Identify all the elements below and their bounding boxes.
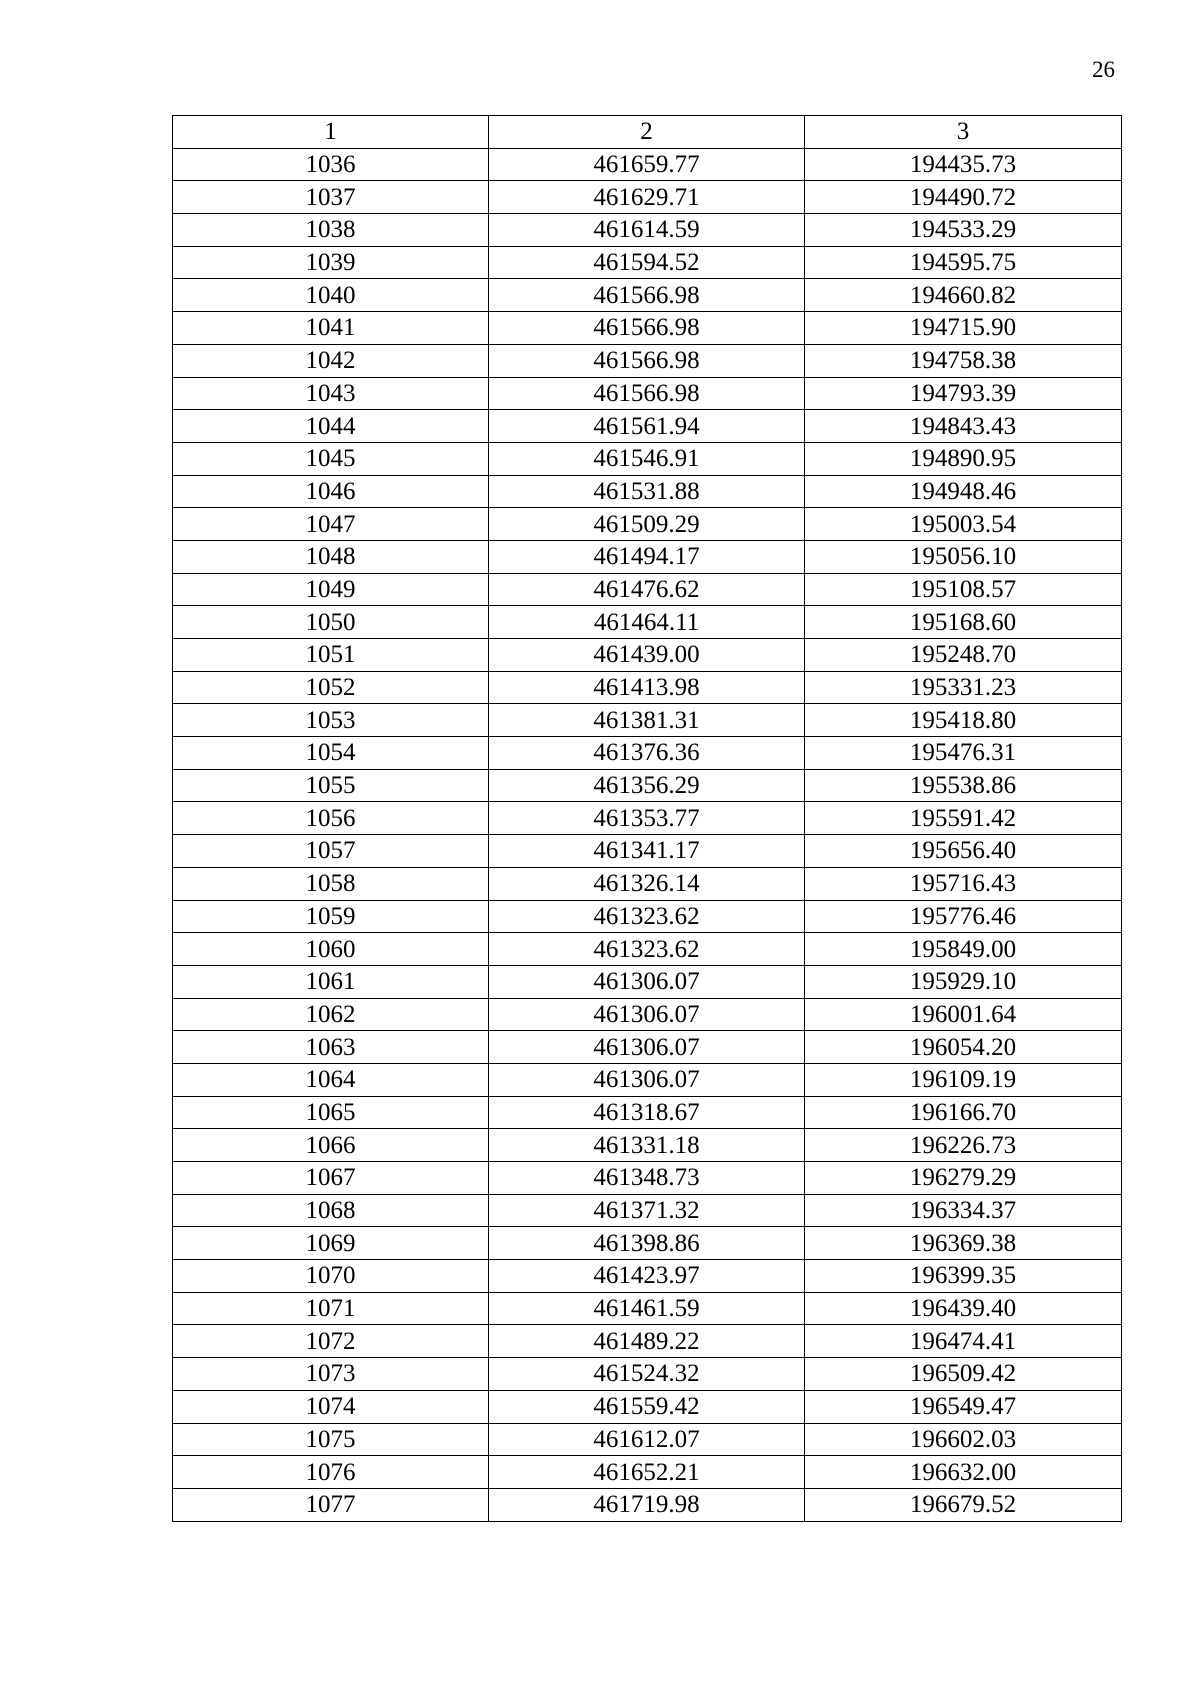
y-coordinate-cell: 194715.90 <box>805 312 1122 345</box>
table-row <box>173 1129 1122 1162</box>
table-row <box>173 475 1122 508</box>
y-coordinate-cell: 195849.00 <box>805 933 1122 966</box>
table-row <box>173 835 1122 868</box>
y-coordinate-cell: 194595.75 <box>805 246 1122 279</box>
y-coordinate-cell: 196399.35 <box>805 1260 1122 1293</box>
y-coordinate-cell: 196166.70 <box>805 1096 1122 1129</box>
y-coordinate-cell: 196226.73 <box>805 1129 1122 1162</box>
y-coordinate-cell: 196279.29 <box>805 1162 1122 1195</box>
x-coordinate-cell: 461306.07 <box>489 1031 805 1064</box>
point-number-cell: 1049 <box>173 573 489 606</box>
point-number-cell: 1058 <box>173 867 489 900</box>
point-number-cell: 1065 <box>173 1096 489 1129</box>
table-row <box>173 965 1122 998</box>
table-row <box>173 540 1122 573</box>
y-coordinate-cell: 196054.20 <box>805 1031 1122 1064</box>
point-number-cell: 1036 <box>173 148 489 181</box>
y-coordinate-cell: 195056.10 <box>805 540 1122 573</box>
y-coordinate-cell: 196549.47 <box>805 1390 1122 1423</box>
table-row <box>173 1456 1122 1489</box>
point-number-cell: 1052 <box>173 671 489 704</box>
x-coordinate-cell: 461371.32 <box>489 1194 805 1227</box>
x-coordinate-cell: 461341.17 <box>489 835 805 868</box>
table-row <box>173 1423 1122 1456</box>
point-number-cell: 1043 <box>173 377 489 410</box>
point-number-cell: 1047 <box>173 508 489 541</box>
x-coordinate-cell: 461531.88 <box>489 475 805 508</box>
point-number-cell: 1038 <box>173 214 489 247</box>
column-header-2: 2 <box>489 116 805 149</box>
point-number-cell: 1060 <box>173 933 489 966</box>
y-coordinate-cell: 194490.72 <box>805 181 1122 214</box>
page-number: 26 <box>1092 57 1115 82</box>
y-coordinate-cell: 194890.95 <box>805 442 1122 475</box>
x-coordinate-cell: 461413.98 <box>489 671 805 704</box>
x-coordinate-cell: 461323.62 <box>489 900 805 933</box>
point-number-cell: 1056 <box>173 802 489 835</box>
point-number-cell: 1039 <box>173 246 489 279</box>
table-row <box>173 573 1122 606</box>
table-row <box>173 1063 1122 1096</box>
x-coordinate-cell: 461559.42 <box>489 1390 805 1423</box>
table-row <box>173 802 1122 835</box>
x-coordinate-cell: 461629.71 <box>489 181 805 214</box>
x-coordinate-cell: 461566.98 <box>489 279 805 312</box>
x-coordinate-cell: 461652.21 <box>489 1456 805 1489</box>
table-row <box>173 1325 1122 1358</box>
x-coordinate-cell: 461612.07 <box>489 1423 805 1456</box>
table-header-row <box>173 116 1122 149</box>
x-coordinate-cell: 461423.97 <box>489 1260 805 1293</box>
table-row <box>173 1096 1122 1129</box>
table-row <box>173 410 1122 443</box>
y-coordinate-cell: 194660.82 <box>805 279 1122 312</box>
column-header-3: 3 <box>805 116 1122 149</box>
y-coordinate-cell: 194793.39 <box>805 377 1122 410</box>
x-coordinate-cell: 461318.67 <box>489 1096 805 1129</box>
x-coordinate-cell: 461439.00 <box>489 639 805 672</box>
y-coordinate-cell: 196369.38 <box>805 1227 1122 1260</box>
x-coordinate-cell: 461326.14 <box>489 867 805 900</box>
y-coordinate-cell: 196001.64 <box>805 998 1122 1031</box>
x-coordinate-cell: 461356.29 <box>489 769 805 802</box>
x-coordinate-cell: 461566.98 <box>489 312 805 345</box>
point-number-cell: 1063 <box>173 1031 489 1064</box>
x-coordinate-cell: 461461.59 <box>489 1292 805 1325</box>
y-coordinate-cell: 195108.57 <box>805 573 1122 606</box>
point-number-cell: 1041 <box>173 312 489 345</box>
point-number-cell: 1042 <box>173 344 489 377</box>
y-coordinate-cell: 196679.52 <box>805 1488 1122 1521</box>
y-coordinate-cell: 196334.37 <box>805 1194 1122 1227</box>
table-body <box>173 148 1122 1521</box>
point-number-cell: 1051 <box>173 639 489 672</box>
table-row <box>173 606 1122 639</box>
y-coordinate-cell: 195656.40 <box>805 835 1122 868</box>
y-coordinate-cell: 195248.70 <box>805 639 1122 672</box>
point-number-cell: 1048 <box>173 540 489 573</box>
y-coordinate-cell: 194435.73 <box>805 148 1122 181</box>
point-number-cell: 1072 <box>173 1325 489 1358</box>
point-number-cell: 1075 <box>173 1423 489 1456</box>
x-coordinate-cell: 461489.22 <box>489 1325 805 1358</box>
x-coordinate-cell: 461524.32 <box>489 1358 805 1391</box>
y-coordinate-cell: 195331.23 <box>805 671 1122 704</box>
table-row <box>173 900 1122 933</box>
y-coordinate-cell: 195418.80 <box>805 704 1122 737</box>
x-coordinate-cell: 461464.11 <box>489 606 805 639</box>
point-number-cell: 1069 <box>173 1227 489 1260</box>
table-row <box>173 933 1122 966</box>
column-header-1: 1 <box>173 116 489 149</box>
x-coordinate-cell: 461561.94 <box>489 410 805 443</box>
table-row <box>173 1260 1122 1293</box>
point-number-cell: 1057 <box>173 835 489 868</box>
x-coordinate-cell: 461306.07 <box>489 965 805 998</box>
table-row <box>173 377 1122 410</box>
x-coordinate-cell: 461306.07 <box>489 1063 805 1096</box>
y-coordinate-cell: 196474.41 <box>805 1325 1122 1358</box>
y-coordinate-cell: 196602.03 <box>805 1423 1122 1456</box>
point-number-cell: 1077 <box>173 1488 489 1521</box>
point-number-cell: 1071 <box>173 1292 489 1325</box>
x-coordinate-cell: 461323.62 <box>489 933 805 966</box>
x-coordinate-cell: 461509.29 <box>489 508 805 541</box>
table-row <box>173 508 1122 541</box>
table-row <box>173 312 1122 345</box>
y-coordinate-cell: 195168.60 <box>805 606 1122 639</box>
table-row <box>173 344 1122 377</box>
table-row <box>173 867 1122 900</box>
coordinates-table <box>172 115 1122 1522</box>
y-coordinate-cell: 196632.00 <box>805 1456 1122 1489</box>
point-number-cell: 1073 <box>173 1358 489 1391</box>
table-row <box>173 1031 1122 1064</box>
point-number-cell: 1061 <box>173 965 489 998</box>
point-number-cell: 1050 <box>173 606 489 639</box>
y-coordinate-cell: 196109.19 <box>805 1063 1122 1096</box>
y-coordinate-cell: 195776.46 <box>805 900 1122 933</box>
point-number-cell: 1068 <box>173 1194 489 1227</box>
x-coordinate-cell: 461719.98 <box>489 1488 805 1521</box>
x-coordinate-cell: 461566.98 <box>489 344 805 377</box>
point-number-cell: 1046 <box>173 475 489 508</box>
y-coordinate-cell: 195929.10 <box>805 965 1122 998</box>
y-coordinate-cell: 195716.43 <box>805 867 1122 900</box>
y-coordinate-cell: 194758.38 <box>805 344 1122 377</box>
table-row <box>173 214 1122 247</box>
point-number-cell: 1064 <box>173 1063 489 1096</box>
point-number-cell: 1067 <box>173 1162 489 1195</box>
point-number-cell: 1045 <box>173 442 489 475</box>
point-number-cell: 1074 <box>173 1390 489 1423</box>
y-coordinate-cell: 196509.42 <box>805 1358 1122 1391</box>
x-coordinate-cell: 461546.91 <box>489 442 805 475</box>
table-row <box>173 1488 1122 1521</box>
x-coordinate-cell: 461353.77 <box>489 802 805 835</box>
table-row <box>173 704 1122 737</box>
table-row <box>173 246 1122 279</box>
x-coordinate-cell: 461348.73 <box>489 1162 805 1195</box>
y-coordinate-cell: 195591.42 <box>805 802 1122 835</box>
y-coordinate-cell: 194533.29 <box>805 214 1122 247</box>
point-number-cell: 1066 <box>173 1129 489 1162</box>
x-coordinate-cell: 461398.86 <box>489 1227 805 1260</box>
point-number-cell: 1059 <box>173 900 489 933</box>
point-number-cell: 1053 <box>173 704 489 737</box>
y-coordinate-cell: 194948.46 <box>805 475 1122 508</box>
table-row <box>173 1358 1122 1391</box>
table-row <box>173 639 1122 672</box>
table-row <box>173 148 1122 181</box>
table-row <box>173 1227 1122 1260</box>
x-coordinate-cell: 461614.59 <box>489 214 805 247</box>
point-number-cell: 1044 <box>173 410 489 443</box>
x-coordinate-cell: 461381.31 <box>489 704 805 737</box>
table-row <box>173 737 1122 770</box>
table-row <box>173 1292 1122 1325</box>
point-number-cell: 1055 <box>173 769 489 802</box>
table-row <box>173 1194 1122 1227</box>
table-row <box>173 279 1122 312</box>
x-coordinate-cell: 461376.36 <box>489 737 805 770</box>
table-row <box>173 998 1122 1031</box>
x-coordinate-cell: 461476.62 <box>489 573 805 606</box>
y-coordinate-cell: 195538.86 <box>805 769 1122 802</box>
point-number-cell: 1054 <box>173 737 489 770</box>
table-row <box>173 181 1122 214</box>
point-number-cell: 1070 <box>173 1260 489 1293</box>
x-coordinate-cell: 461566.98 <box>489 377 805 410</box>
x-coordinate-cell: 461659.77 <box>489 148 805 181</box>
table-row <box>173 769 1122 802</box>
table-row <box>173 442 1122 475</box>
point-number-cell: 1037 <box>173 181 489 214</box>
y-coordinate-cell: 196439.40 <box>805 1292 1122 1325</box>
point-number-cell: 1062 <box>173 998 489 1031</box>
y-coordinate-cell: 194843.43 <box>805 410 1122 443</box>
table-row <box>173 1162 1122 1195</box>
x-coordinate-cell: 461306.07 <box>489 998 805 1031</box>
x-coordinate-cell: 461494.17 <box>489 540 805 573</box>
table-row <box>173 671 1122 704</box>
table-row <box>173 1390 1122 1423</box>
y-coordinate-cell: 195003.54 <box>805 508 1122 541</box>
x-coordinate-cell: 461594.52 <box>489 246 805 279</box>
point-number-cell: 1076 <box>173 1456 489 1489</box>
x-coordinate-cell: 461331.18 <box>489 1129 805 1162</box>
y-coordinate-cell: 195476.31 <box>805 737 1122 770</box>
point-number-cell: 1040 <box>173 279 489 312</box>
